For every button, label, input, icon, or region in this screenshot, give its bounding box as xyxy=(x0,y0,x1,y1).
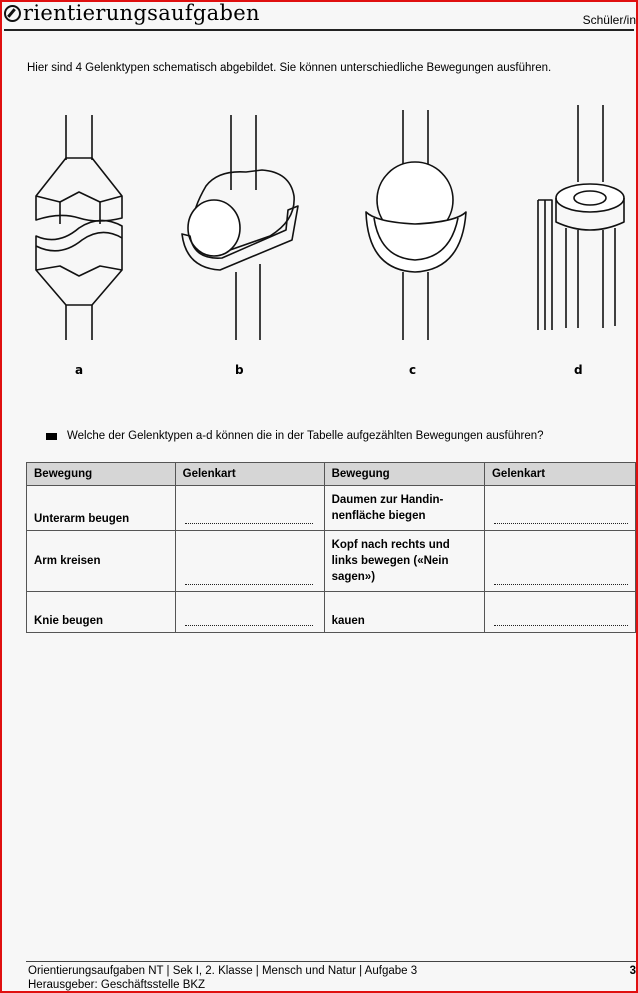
answer-line xyxy=(185,522,313,524)
answer-line xyxy=(185,624,313,626)
movement-right-line2: links bewegen («Nein xyxy=(331,555,449,567)
footer-divider xyxy=(26,961,636,962)
header-divider xyxy=(4,29,634,31)
answer-field[interactable] xyxy=(175,531,324,592)
joint-b-diagram xyxy=(182,115,298,340)
answer-field[interactable] xyxy=(484,486,635,531)
joint-a-diagram xyxy=(36,115,122,340)
movement-right-line1: Daumen zur Handin- xyxy=(331,494,444,506)
figure-label-d: d xyxy=(574,363,583,377)
header-role: Schüler/in xyxy=(582,13,636,27)
question xyxy=(46,430,544,442)
answer-line xyxy=(494,522,628,524)
answer-line xyxy=(494,624,628,626)
figure-label-a: a xyxy=(75,363,84,377)
movement-left: Knie beugen xyxy=(27,592,176,633)
table-header-row xyxy=(27,463,636,486)
intro-text: Hier sind 4 Gelenktypen schematisch abgebildet. Sie können unterschiedliche Bewegungen ausführen. xyxy=(27,62,552,74)
movement-right-line1: Kopf nach rechts und xyxy=(331,539,450,551)
answer-line xyxy=(185,583,313,585)
answer-field[interactable] xyxy=(484,531,635,592)
footer-title: Orientierungsaufgaben NT | Sek I, 2. Klasse | Mensch und Natur | Aufgabe 3 xyxy=(28,965,418,977)
answer-field[interactable] xyxy=(484,592,635,633)
table-row xyxy=(27,531,636,592)
header-bewegung-1: Bewegung xyxy=(27,463,176,486)
movement-table xyxy=(26,462,636,633)
movement-right-line2: nenfläche biegen xyxy=(331,510,426,522)
footer-publisher: Herausgeber: Geschäftsstelle BKZ xyxy=(28,979,206,991)
movement-right xyxy=(324,531,484,592)
movement-right: kauen xyxy=(324,592,484,633)
question-text: Welche der Gelenktypen a-d können die in der Tabelle aufgezählten Bewegungen ausführen? xyxy=(67,430,544,442)
figure-label-b: b xyxy=(235,363,244,377)
bullet-square-icon xyxy=(46,433,57,440)
movement-right xyxy=(324,486,484,531)
answer-field[interactable] xyxy=(175,486,324,531)
movement-left: Arm kreisen xyxy=(27,531,176,592)
page-number: 3 xyxy=(629,965,636,977)
table-row xyxy=(27,592,636,633)
joint-c-diagram xyxy=(366,110,466,340)
movement-left: Unterarm beugen xyxy=(27,486,176,531)
header-bewegung-2: Bewegung xyxy=(324,463,484,486)
answer-field[interactable] xyxy=(175,592,324,633)
header-logo xyxy=(4,1,260,25)
answer-line xyxy=(494,583,628,585)
joint-d-diagram xyxy=(538,105,624,330)
header-gelenkart-2: Gelenkart xyxy=(484,463,635,486)
table-row xyxy=(27,486,636,531)
movement-right-line3: sagen») xyxy=(331,571,376,583)
figure-label-c: c xyxy=(409,363,417,377)
header-title: rientierungsaufgaben xyxy=(23,1,260,25)
header-gelenkart-1: Gelenkart xyxy=(175,463,324,486)
compass-icon xyxy=(4,5,21,22)
joint-diagrams xyxy=(0,100,638,340)
